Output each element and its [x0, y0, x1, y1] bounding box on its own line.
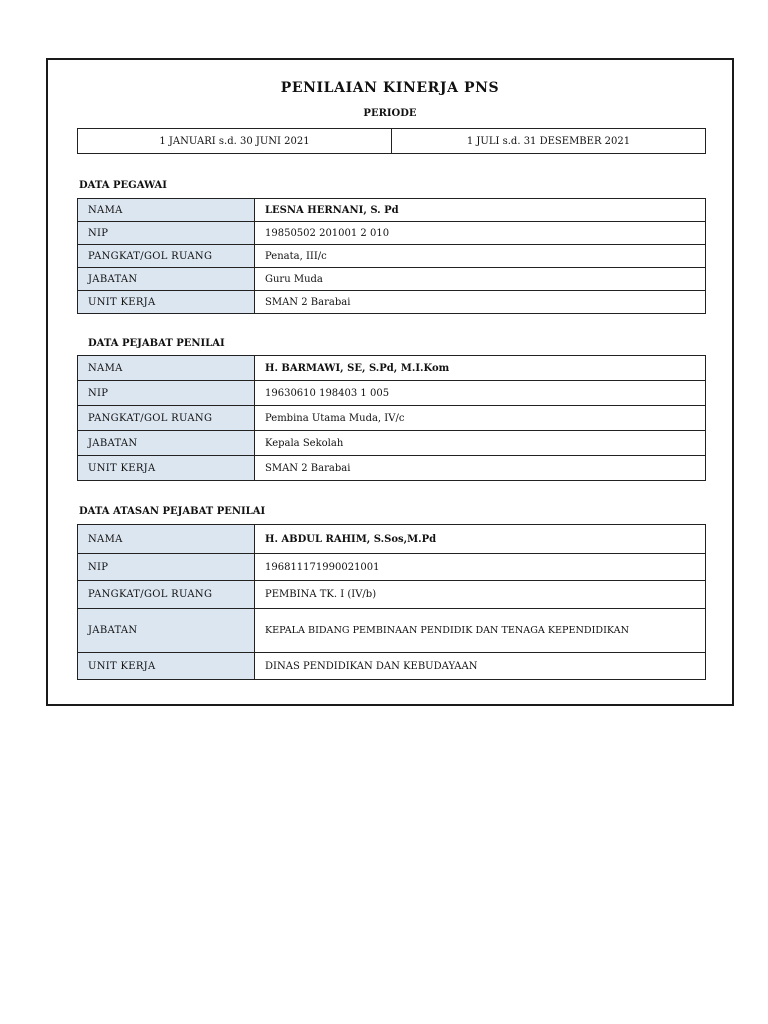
table-row	[78, 268, 706, 291]
table-row	[78, 406, 706, 431]
row-value: Kepala Sekolah	[255, 431, 706, 456]
row-value: 19850502 201001 2 010	[255, 222, 706, 245]
row-label: NIP	[78, 554, 255, 581]
table-row	[78, 356, 706, 381]
row-value: Guru Muda	[255, 268, 706, 291]
row-value: LESNA HERNANI, S. Pd	[255, 199, 706, 222]
period-row	[78, 129, 706, 154]
row-label: PANGKAT/GOL RUANG	[78, 245, 255, 268]
row-label: PANGKAT/GOL RUANG	[78, 581, 255, 609]
row-label: JABATAN	[78, 609, 255, 653]
row-label: NIP	[78, 381, 255, 406]
document-subtitle: PERIODE	[363, 108, 417, 119]
row-value: KEPALA BIDANG PEMBINAAN PENDIDIK DAN TENAGA KEPENDIDIKAN	[255, 609, 706, 653]
row-label: JABATAN	[78, 268, 255, 291]
section-heading-pegawai: DATA PEGAWAI	[79, 180, 167, 191]
row-value: H. ABDUL RAHIM, S.Sos,M.Pd	[255, 525, 706, 554]
row-value: H. BARMAWI, SE, S.Pd, M.I.Kom	[255, 356, 706, 381]
period-second-half: 1 JULI s.d. 31 DESEMBER 2021	[392, 129, 706, 154]
row-value: Penata, III/c	[255, 245, 706, 268]
row-value: 19630610 198403 1 005	[255, 381, 706, 406]
section-heading-pejabat-penilai: DATA PEJABAT PENILAI	[88, 338, 225, 349]
document-frame	[46, 58, 734, 706]
row-label: JABATAN	[78, 431, 255, 456]
row-value: SMAN 2 Barabai	[255, 291, 706, 314]
period-table	[77, 128, 706, 154]
row-label: UNIT KERJA	[78, 456, 255, 481]
table-row	[78, 245, 706, 268]
row-value: DINAS PENDIDIKAN DAN KEBUDAYAAN	[255, 653, 706, 680]
table-row	[78, 199, 706, 222]
table-row	[78, 381, 706, 406]
table-row	[78, 653, 706, 680]
section-heading-atasan-pejabat-penilai: DATA ATASAN PEJABAT PENILAI	[79, 506, 266, 517]
row-label: UNIT KERJA	[78, 291, 255, 314]
row-label: NIP	[78, 222, 255, 245]
table-row	[78, 456, 706, 481]
row-label: NAMA	[78, 356, 255, 381]
document-title: PENILAIAN KINERJA PNS	[280, 80, 500, 96]
row-value: Pembina Utama Muda, IV/c	[255, 406, 706, 431]
row-label: NAMA	[78, 525, 255, 554]
row-label: PANGKAT/GOL RUANG	[78, 406, 255, 431]
period-first-half: 1 JANUARI s.d. 30 JUNI 2021	[78, 129, 392, 154]
table-atasan-pejabat-penilai	[77, 524, 706, 680]
table-pejabat-penilai	[77, 355, 706, 481]
table-row	[78, 581, 706, 609]
table-row	[78, 431, 706, 456]
row-value: SMAN 2 Barabai	[255, 456, 706, 481]
table-row	[78, 525, 706, 554]
table-row	[78, 609, 706, 653]
table-row	[78, 291, 706, 314]
row-value: PEMBINA TK. I (IV/b)	[255, 581, 706, 609]
row-label: NAMA	[78, 199, 255, 222]
table-row	[78, 222, 706, 245]
table-pegawai	[77, 198, 706, 314]
row-value: 196811171990021001	[255, 554, 706, 581]
table-row	[78, 554, 706, 581]
row-label: UNIT KERJA	[78, 653, 255, 680]
